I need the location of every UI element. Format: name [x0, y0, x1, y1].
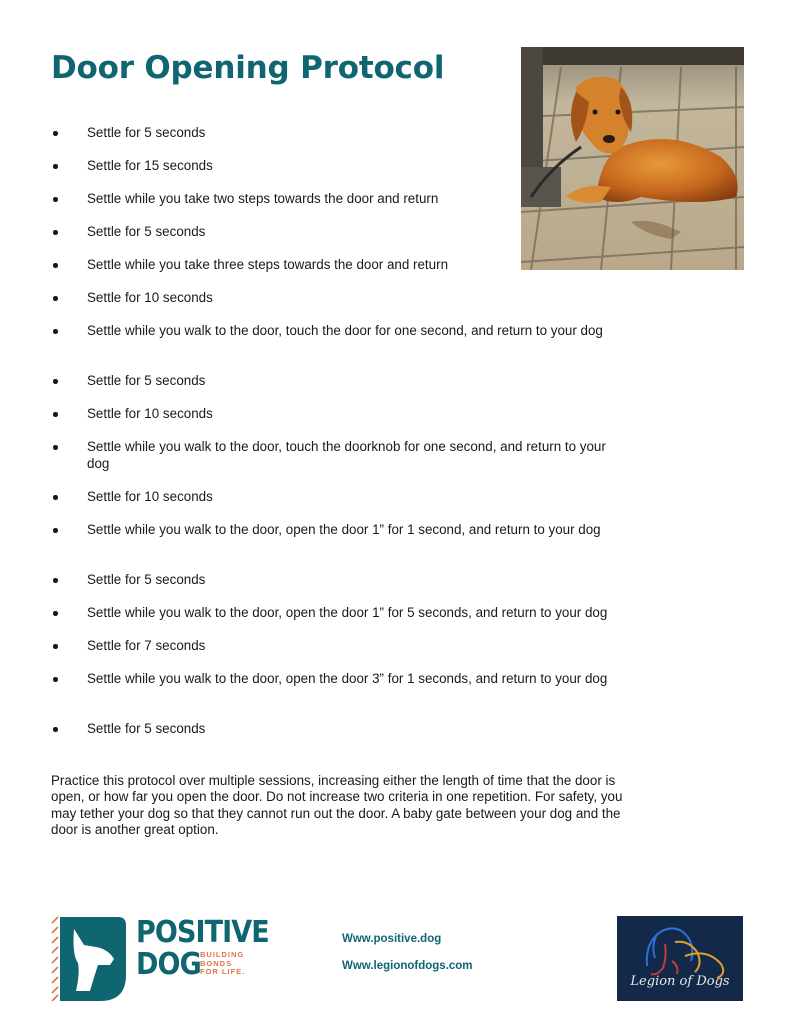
practice-note: Practice this protocol over multiple sessions, increasing either the length of time that the door is open, or how far you open the door. Do not increase two criteria in one repetition. For safety, you may tether your dog so that they cannot run out the door. A baby gate between your dog and the door is another great option.	[51, 773, 623, 837]
page-title: Door Opening Protocol	[51, 50, 445, 86]
dog-head-silhouette-icon	[50, 915, 134, 1003]
legion-of-dogs-wordmark: Legion of Dogs	[630, 974, 730, 989]
tagline-line: BUILDING	[200, 950, 245, 959]
list-item: Settle while you walk to the door, touch the doorknob for one second, and return to your dog	[0, 439, 627, 489]
list-item: Settle for 5 seconds	[0, 373, 627, 406]
list-item: Settle for 15 seconds	[0, 158, 627, 191]
protocol-steps-list	[0, 125, 627, 754]
tagline-line: BONDS	[200, 958, 233, 968]
tagline-line: FOR LIFE.	[200, 967, 246, 976]
positive-dog-word-positive: POSITIVE	[136, 915, 269, 950]
list-item: Settle for 5 seconds	[0, 721, 627, 754]
list-item: Settle for 5 seconds	[0, 572, 627, 605]
list-item: Settle for 10 seconds	[0, 489, 627, 522]
positive-dog-tagline	[200, 951, 260, 977]
list-item: Settle while you take two steps towards the door and return	[0, 191, 627, 224]
list-item: Settle for 5 seconds	[0, 125, 627, 158]
footer-links	[342, 933, 473, 987]
list-item: Settle for 7 seconds	[0, 638, 627, 671]
legion-of-dogs-logo	[617, 916, 743, 1001]
list-item: Settle for 10 seconds	[0, 406, 627, 439]
list-item: Settle for 5 seconds	[0, 224, 627, 257]
list-item: Settle while you take three steps towards the door and return	[0, 257, 627, 290]
list-item: Settle while you walk to the door, open the door 1” for 5 seconds, and return to your dog	[0, 605, 627, 638]
positive-dog-logo	[50, 915, 269, 1003]
positive-dog-website-link[interactable]: Www.positive.dog	[342, 933, 442, 945]
legion-of-dogs-website-link[interactable]: Www.legionofdogs.com	[342, 960, 473, 972]
list-item: Settle while you walk to the door, open the door 3” for 1 seconds, and return to your dog	[0, 671, 627, 721]
list-item: Settle for 10 seconds	[0, 290, 627, 323]
list-item: Settle while you walk to the door, touch the door for one second, and return to your dog	[0, 323, 627, 373]
list-item: Settle while you walk to the door, open the door 1” for 1 second, and return to your dog	[0, 522, 627, 572]
positive-dog-word-dog: DOG	[136, 947, 201, 982]
